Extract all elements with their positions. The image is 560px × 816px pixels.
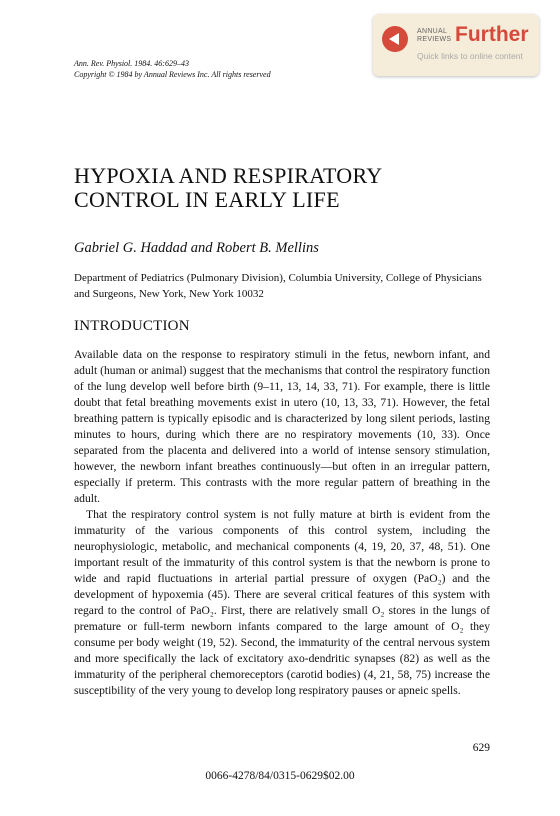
title-line-2: CONTROL IN EARLY LIFE xyxy=(74,187,340,212)
authors: Gabriel G. Haddad and Robert B. Mellins xyxy=(74,240,319,256)
title-line-1: HYPOXIA AND RESPIRATORY xyxy=(74,163,383,188)
price-code: 0066-4278/84/0315-0629$02.00 xyxy=(205,770,355,782)
body-text xyxy=(74,347,490,699)
citation: Ann. Rev. Physiol. 1984. 46:629–43 xyxy=(74,59,189,68)
copyright: Copyright © 1984 by Annual Reviews Inc. All rights reserved xyxy=(74,70,271,79)
paragraph-2: That the respiratory control system is not fully mature at birth is evident from the immaturity of the various components of this control system, including the neurophysiologic, metabolic, and mechanical components (4, 19, 20, 37, 48, 51). One important result of the immaturity of this control system is that the newborn is prone to wide and rapid fluctuations in arterial partial pressure of oxygen (PaO₂) and the development of hypoxemia (45). There are several critical features of this system with regard to the control of PaO₂. First, there are relatively small O₂ stores in the lungs of premature or full-term newborn infants compared to the large amount of O₂ they consume per body weight (19, 52). Second, the immaturity of the central nervous system and more specifically the lack of excitatory axo-dendritic synapses (82) as well as the immaturity of the peripheral chemoreceptors (carotid bodies) (4, 21, 58, 75) increase the susceptibility of the very young to develop long respiratory pauses or apneic spells. xyxy=(74,508,490,697)
article-title xyxy=(74,164,382,212)
brand-annual: ANNUAL xyxy=(417,28,448,35)
play-icon xyxy=(382,26,408,52)
brand-reviews: REVIEWS xyxy=(417,36,452,43)
quick-links-text[interactable]: Quick links to online content xyxy=(417,51,523,61)
affiliation: Department of Pediatrics (Pulmonary Division), Columbia University, College of Physicians and Surgeons, New York, New York 10032 xyxy=(74,272,482,300)
page-number: 629 xyxy=(472,742,490,754)
further-banner[interactable] xyxy=(373,14,539,76)
paragraph-1: Available data on the response to respiratory stimuli in the fetus, newborn infant, and adult (human or animal) suggest that the mechanisms that control the respiratory function of the lung develop well before birth (9–11, 13, 14, 33, 71). For example, there is little doubt that fetal breathing movements exist in utero (10, 13, 33, 71). However, the fetal breathing pattern is typically episodic and is characterized by long silent periods, lasting minutes to hours, during which there are no respiratory movements (10, 33). Once separated from the placenta and delivered into a world of intense sensory stimulation, however, the newborn infant breathes continuously—but often in an irregular pattern, especially if preterm. This contrasts with the more regular pattern of breathing in the adult. xyxy=(74,348,490,505)
further-label: Further xyxy=(455,23,529,46)
section-heading: INTRODUCTION xyxy=(74,318,190,334)
